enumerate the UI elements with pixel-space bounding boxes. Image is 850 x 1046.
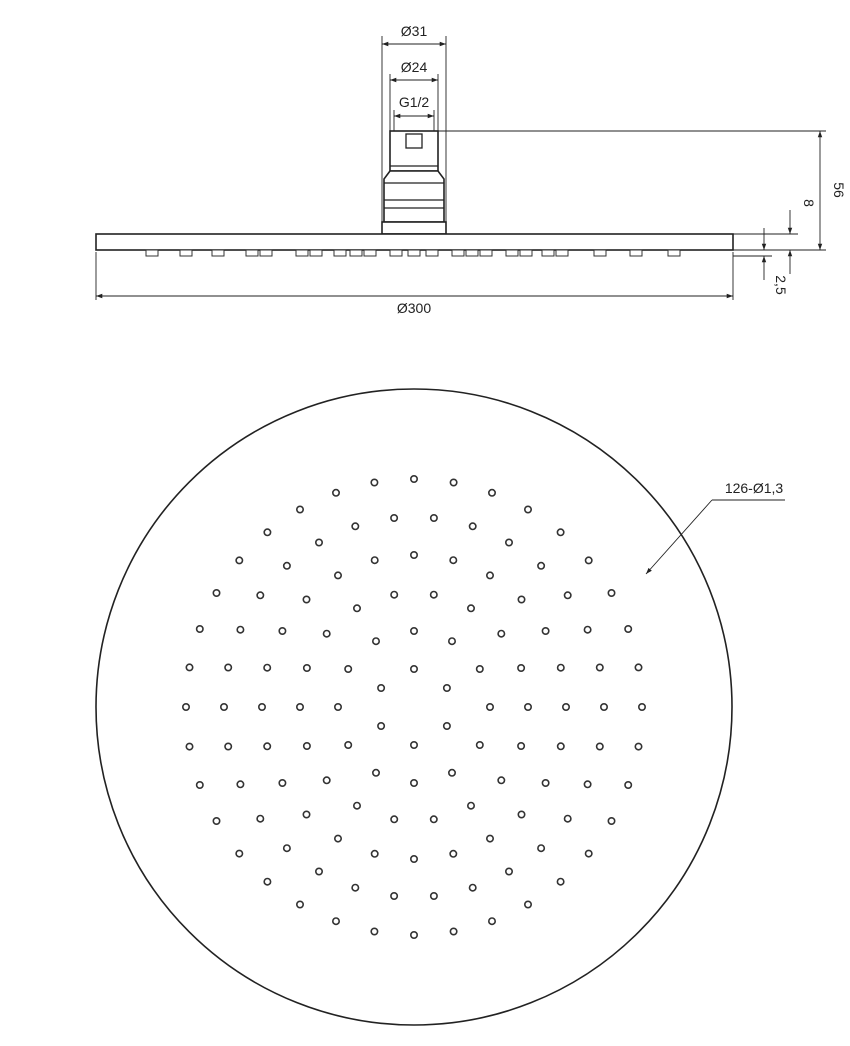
spray-hole [391,592,397,598]
nozzle [334,250,346,256]
spray-hole [391,515,397,521]
top-view [96,389,785,1025]
spray-hole [558,665,564,671]
spray-hole [237,781,243,787]
spray-hole [565,816,571,822]
spray-hole [557,529,563,535]
spray-hole [477,666,483,672]
spray-hole [601,704,607,710]
nozzle [594,250,606,256]
spray-hole [352,523,358,529]
spray-hole [444,685,450,691]
spray-hole [354,605,360,611]
spray-hole [225,743,231,749]
spray-hole [586,557,592,563]
dim-label-2-5: 2,5 [773,275,789,295]
plate-outline [96,389,732,1025]
dimension-thickness-8 [733,199,817,274]
nozzle [556,250,568,256]
spray-hole [450,557,456,563]
spray-hole [542,780,548,786]
spray-hole [489,918,495,924]
spray-hole [257,592,263,598]
nozzle [246,250,258,256]
nozzle [520,250,532,256]
spray-hole [542,628,548,634]
spray-hole [525,901,531,907]
spray-hole [304,743,310,749]
spray-hole [284,563,290,569]
dim-label-300: Ø300 [396,300,432,316]
spray-hole [468,605,474,611]
dim-label-56: 56 [831,182,847,198]
spray-hole [411,856,417,862]
spray-hole [378,723,384,729]
spray-hole [303,596,309,602]
spray-hole [371,928,377,934]
spray-hole [450,479,456,485]
spray-hole [450,928,456,934]
spray-hole [411,476,417,482]
spray-hole [372,851,378,857]
nozzle [506,250,518,256]
spray-hole [518,665,524,671]
spray-hole [335,704,341,710]
spray-hole [431,515,437,521]
spray-hole [411,666,417,672]
spray-hole [411,742,417,748]
spray-hole [316,868,322,874]
spray-hole [197,626,203,632]
spray-hole [608,818,614,824]
nozzle-row [146,250,680,256]
spray-hole [371,479,377,485]
nozzle [146,250,158,256]
spray-hole [411,932,417,938]
nozzle [466,250,478,256]
spray-hole [431,816,437,822]
spray-hole [477,742,483,748]
nozzle [426,250,438,256]
nozzle [180,250,192,256]
nozzle [390,250,402,256]
spray-hole [236,557,242,563]
spray-hole [449,770,455,776]
spray-hole [518,811,524,817]
spray-hole [213,818,219,824]
dim-label-thread: G1/2 [398,94,430,110]
spray-hole [335,572,341,578]
hole-callout [646,480,785,574]
spray-hole [431,592,437,598]
nozzle [364,250,376,256]
spray-hole [297,704,303,710]
spray-hole [558,743,564,749]
spray-hole [639,704,645,710]
spray-hole [586,850,592,856]
spray-hole [411,780,417,786]
dimension-height-56 [438,131,847,250]
spray-hole [563,704,569,710]
spray-hole [597,664,603,670]
spray-hole [557,879,563,885]
spray-hole [625,782,631,788]
spray-hole [487,572,493,578]
spray-hole [635,664,641,670]
spray-hole [345,742,351,748]
spray-hole [186,743,192,749]
dim-label-24: Ø24 [400,59,428,75]
spray-hole [391,893,397,899]
nozzle [212,250,224,256]
spray-hole [584,627,590,633]
spray-hole [538,563,544,569]
spray-hole [259,704,265,710]
spray-hole [183,704,189,710]
spray-hole [411,628,417,634]
spray-hole [378,685,384,691]
spray-hole [264,529,270,535]
nozzle [408,250,420,256]
dimension-nozzle-2-5 [733,228,789,295]
spray-hole [372,557,378,563]
spray-hole [468,803,474,809]
spray-hole [498,631,504,637]
spray-hole [279,780,285,786]
spray-hole [237,627,243,633]
spray-hole [352,885,358,891]
spray-hole [525,704,531,710]
spray-hole [431,893,437,899]
spray-hole [608,590,614,596]
spray-hole [333,918,339,924]
spray-hole [186,664,192,670]
spray-hole [597,743,603,749]
spray-hole [324,631,330,637]
nozzle [668,250,680,256]
spray-hole [518,596,524,602]
spray-hole [221,704,227,710]
spray-hole [264,665,270,671]
spray-hole [391,816,397,822]
spray-hole [257,816,263,822]
nozzle [350,250,362,256]
nozzle [296,250,308,256]
spray-hole [354,803,360,809]
spray-hole [373,770,379,776]
spray-hole [538,845,544,851]
spray-hole [197,782,203,788]
spray-hole [297,901,303,907]
spray-hole [411,552,417,558]
spray-hole [489,490,495,496]
connector-body [382,131,446,234]
spray-hole [297,506,303,512]
spray-hole [450,851,456,857]
spray-hole [304,665,310,671]
nozzle [630,250,642,256]
spray-hole [225,664,231,670]
spray-hole [525,506,531,512]
spray-hole [213,590,219,596]
spray-hole [373,638,379,644]
spray-hole [303,811,309,817]
spray-hole [335,835,341,841]
spray-hole [470,523,476,529]
spray-hole [518,743,524,749]
side-view [96,23,847,316]
dim-label-8: 8 [801,199,817,207]
spray-hole [635,743,641,749]
spray-hole [506,539,512,545]
spray-hole [470,885,476,891]
nozzle [260,250,272,256]
spray-hole [279,628,285,634]
spray-hole [316,539,322,545]
spray-hole [324,777,330,783]
nozzle [310,250,322,256]
spray-holes [183,476,645,938]
callout-label: 126-Ø1,3 [724,480,784,496]
spray-hole [487,835,493,841]
spray-hole [444,723,450,729]
spray-hole [264,879,270,885]
spray-hole [565,592,571,598]
nozzle [452,250,464,256]
spray-hole [333,490,339,496]
shower-plate [96,234,733,250]
dimension-thread [394,94,434,131]
dim-label-31: Ø31 [400,23,428,39]
spray-hole [264,743,270,749]
spray-hole [449,638,455,644]
spray-hole [506,868,512,874]
nozzle [542,250,554,256]
spray-hole [498,777,504,783]
spray-hole [584,781,590,787]
spray-hole [487,704,493,710]
spray-hole [236,850,242,856]
spray-hole [345,666,351,672]
nozzle [480,250,492,256]
dimension-diameter-300 [96,252,733,316]
spray-hole [284,845,290,851]
spray-hole [625,626,631,632]
